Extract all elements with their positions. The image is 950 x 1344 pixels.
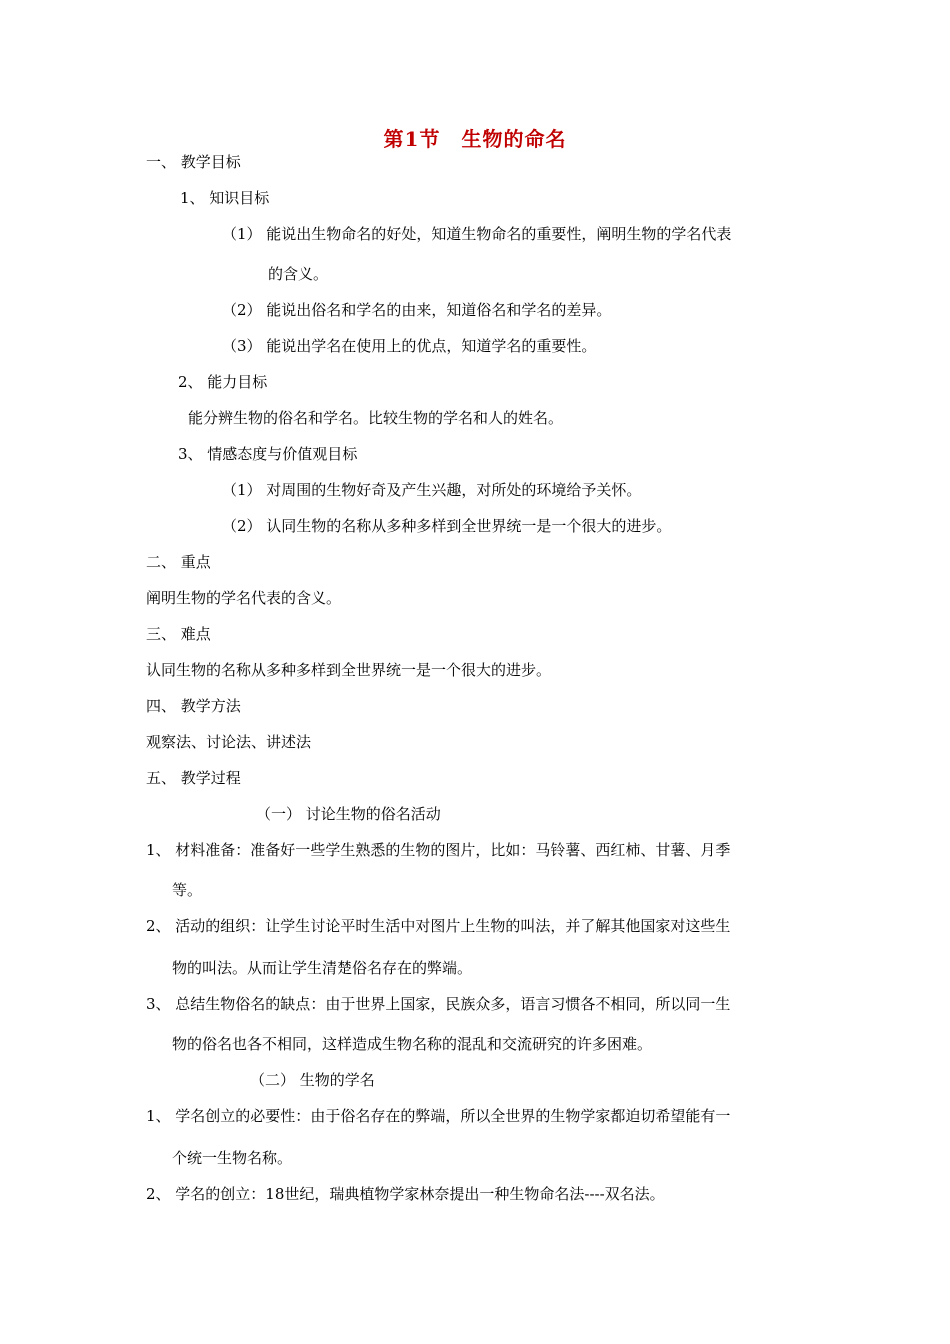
scientific-name-item-1-cont: 个统一生物名称。 xyxy=(172,1149,293,1167)
activity-heading-2: （二） 生物的学名 xyxy=(250,1071,375,1089)
subsection-knowledge-goal: 1、 知识目标 xyxy=(180,189,270,207)
knowledge-item-1: （1） 能说出生物命名的好处，知道生物命名的重要性，阐明生物的学名代表 xyxy=(222,225,732,243)
scientific-name-item-1: 1、 学名创立的必要性：由于俗名存在的弊端，所以全世界的生物学家都迫切希望能有一 xyxy=(146,1107,731,1125)
ability-text: 能分辨生物的俗名和学名。比较生物的学名和人的姓名。 xyxy=(188,409,564,427)
section-heading-3: 三、 难点 xyxy=(146,625,211,643)
process-item-1-cont: 等。 xyxy=(172,881,203,899)
section-heading-2: 二、 重点 xyxy=(146,553,211,571)
section-heading-1: 一、 教学目标 xyxy=(146,153,241,171)
section-heading-5: 五、 教学过程 xyxy=(146,769,241,787)
process-item-2: 2、 活动的组织：让学生讨论平时生活中对图片上生物的叫法，并了解其他国家对这些生 xyxy=(146,917,731,935)
process-item-3-cont: 物的俗名也各不相同，这样造成生物名称的混乱和交流研究的许多困难。 xyxy=(172,1035,653,1053)
page-title: 第1节 生物的命名 xyxy=(383,127,567,151)
process-item-2-cont: 物的叫法。从而让学生清楚俗名存在的弊端。 xyxy=(172,959,473,977)
knowledge-item-2: （2） 能说出俗名和学名的由来，知道俗名和学名的差异。 xyxy=(222,301,612,319)
knowledge-item-3: （3） 能说出学名在使用上的优点，知道学名的重要性。 xyxy=(222,337,597,355)
subsection-ability-goal: 2、 能力目标 xyxy=(178,373,268,391)
activity-heading-1: （一） 讨论生物的俗名活动 xyxy=(256,805,441,823)
difficulty-text: 认同生物的名称从多种多样到全世界统一是一个很大的进步。 xyxy=(146,661,552,679)
knowledge-item-1-cont: 的含义。 xyxy=(268,265,329,283)
scientific-name-item-2: 2、 学名的创立：18世纪，瑞典植物学家林奈提出一种生物命名法----双名法。 xyxy=(146,1185,665,1203)
process-item-3: 3、 总结生物俗名的缺点：由于世界上国家，民族众多，语言习惯各不相同，所以同一生 xyxy=(146,995,731,1013)
attitude-item-2: （2） 认同生物的名称从多种多样到全世界统一是一个很大的进步。 xyxy=(222,517,672,535)
key-point-text: 阐明生物的学名代表的含义。 xyxy=(146,589,342,607)
methods-text: 观察法、讨论法、讲述法 xyxy=(146,733,312,751)
section-heading-4: 四、 教学方法 xyxy=(146,697,241,715)
process-item-1: 1、 材料准备：准备好一些学生熟悉的生物的图片，比如：马铃薯、西红柿、甘薯、月季 xyxy=(146,841,731,859)
attitude-item-1: （1） 对周围的生物好奇及产生兴趣，对所处的环境给予关怀。 xyxy=(222,481,642,499)
subsection-attitude-goal: 3、 情感态度与价值观目标 xyxy=(178,445,358,463)
